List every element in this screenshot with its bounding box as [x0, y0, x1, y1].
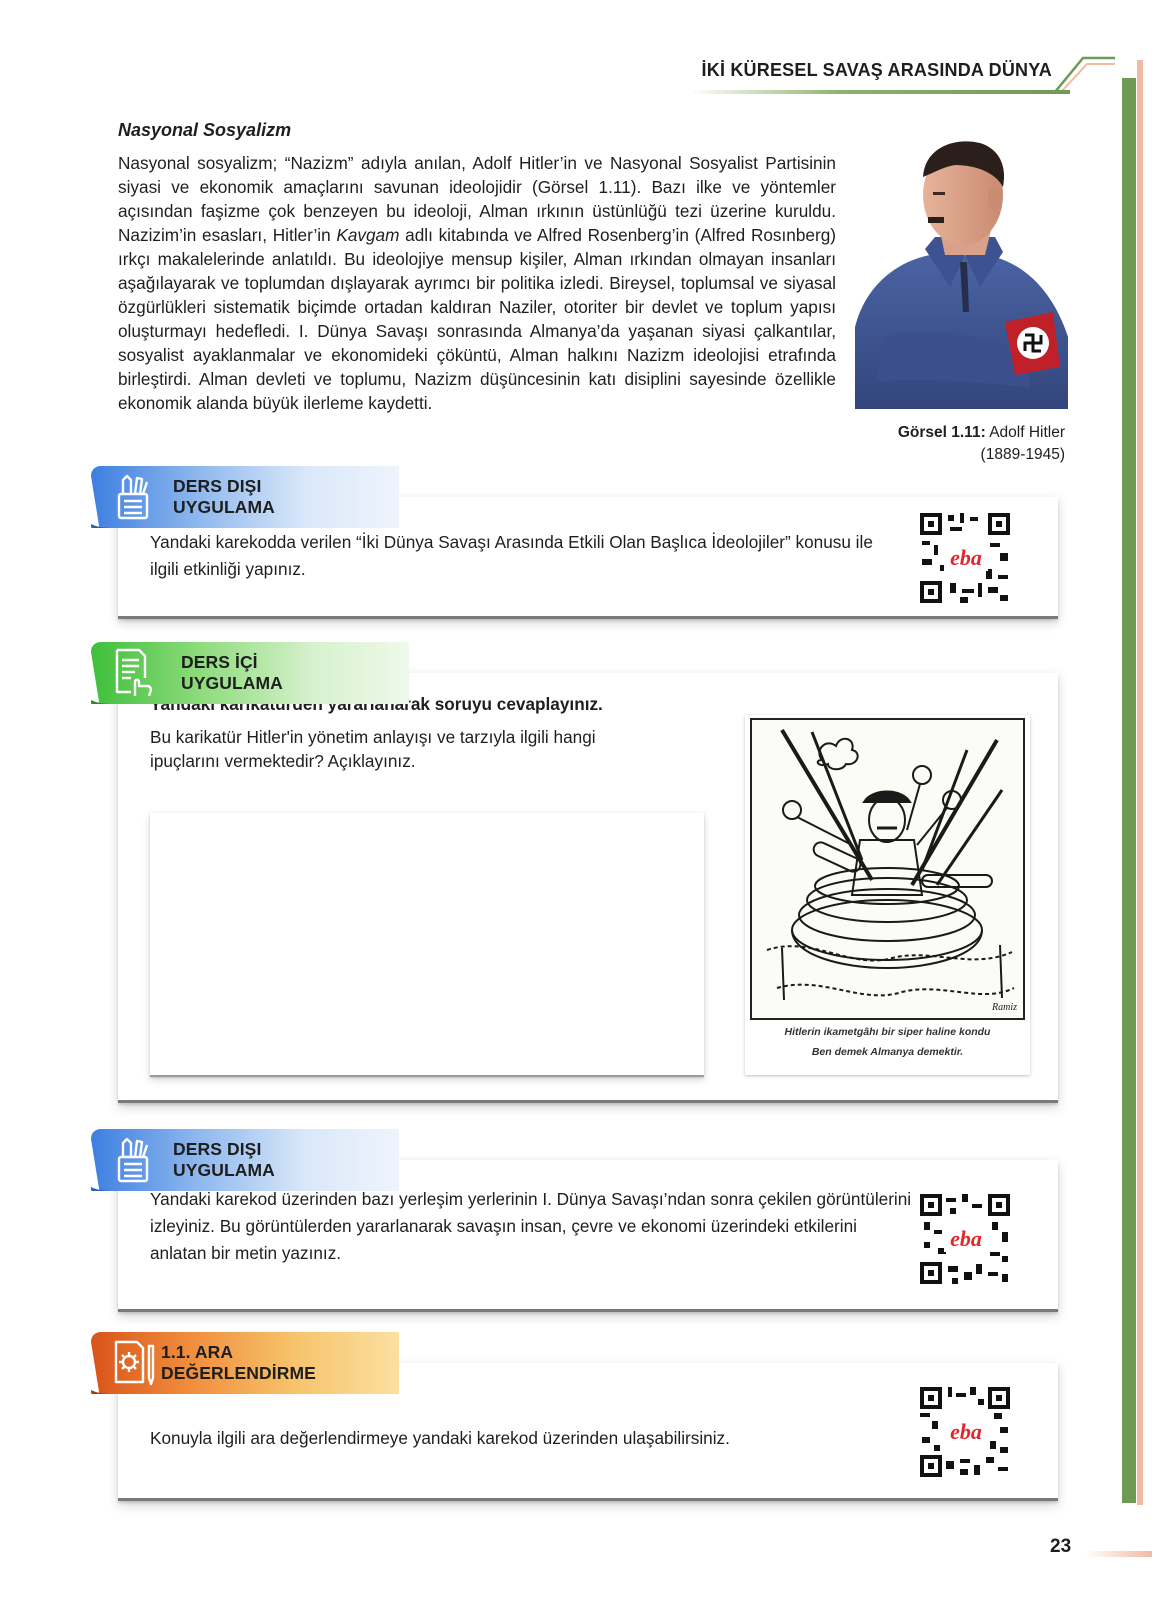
right-margin-stripe-accent	[1137, 60, 1143, 1505]
paragraph-part-1: Nasyonal sosyalizm; “Nazizm” adıyla anılan, Adolf Hitler’in ve Nasyonal Sosyalist Partisinin siyasi ve ekonomik amaçlarını savunan ideolojidir (Görsel 1.11). Bazı ilke ve yöntemler açısından faşizme çok benzeyen bu ideoloji, Alman ırkının üstünlüğü tezi üzerine kuruldu. Nazizim’in esasları, Hitler’in	[118, 153, 836, 245]
cartoon-figure	[745, 715, 1030, 1075]
eba-logo: eba	[950, 545, 982, 570]
pencil-cup-icon	[113, 474, 153, 520]
cartoon-caption-2: Ben demek Almanya demektir.	[811, 1046, 964, 1058]
eba-logo: eba	[950, 1419, 982, 1444]
eba-logo: eba	[950, 1226, 982, 1251]
activity-tab-label: 1.1. ARA DEĞERLENDİRME	[161, 1342, 316, 1383]
section-heading: Nasyonal Sosyalizm	[118, 120, 292, 140]
caption-text: Adolf Hitler	[989, 424, 1065, 441]
activity-3-text: Yandaki karekod üzerinden bazı yerleşim yerlerinin I. Dünya Savaşı’ndan sonra çekilen görüntülerini izleyiniz. Bu görüntülerden yararlanarak savaşın insan, çevre ve ekonomi üzerindeki etkilerini anlatan bir metin yazınız.	[150, 1189, 912, 1263]
pencil-cup-icon	[113, 1137, 153, 1183]
qr-code-icon[interactable]	[920, 1194, 1010, 1284]
page-header-title: İKİ KÜRESEL SAVAŞ ARASINDA DÜNYA	[701, 60, 1052, 80]
svg-text:Ramiz: Ramiz	[992, 1002, 1017, 1013]
qr-code-icon[interactable]	[920, 513, 1010, 603]
caption-label: Görsel 1.11:	[897, 424, 986, 441]
main-paragraph	[118, 151, 836, 415]
footer-accent-line	[1085, 1551, 1152, 1557]
portrait-photo	[855, 137, 1068, 409]
answer-area[interactable]	[150, 813, 704, 1077]
activity-tab-label: DERS DIŞI UYGULAMA	[173, 1139, 275, 1180]
activity-tab-label: DERS İÇİ UYGULAMA	[181, 652, 283, 693]
book-title-italic: Kavgam	[336, 225, 400, 245]
page-number: 23	[1050, 1536, 1072, 1557]
activity-2-prompt: Yandaki karikatürden yararlanarak soruyu cevaplayınız.	[150, 694, 603, 714]
paragraph-part-2: adlı kitabında ve Alfred Rosenberg’in (Alfred Rosınberg) ırkçı makalelerinde anlatıldı. Bu ideolojiye mensup kişiler, Alman ırkından olmayan insanları aşağılayarak ve toplumdan dışlayarak ayrımcı bir politika izledi. Bireysel, toplumsal ve siyasal özgürlükleri sistematik biçimde ortadan kaldıran Naziler, otoriter bir devlet ve toplum yapısı oluşturmayı hedefledi. I. Dünya Savaşı sonrasında Almanya’da yaşanan siyasi çalkantılar, sosyalist ayaklanmalar ve ekonomideki çöküntü, Alman halkını Nazizm ideolojisi etrafında birleştirdi. Alman devleti ve toplumu, Nazizm düşüncesinin katı disiplini sayesinde özellikle ekonomik alanda büyük ilerleme kaydetti.	[118, 225, 836, 413]
cartoon-caption-1: Hitlerin ikametgâhı bir siper haline kondu	[784, 1026, 991, 1038]
photo-caption	[855, 422, 1065, 466]
activity-1-text: Yandaki karekodda verilen “İki Dünya Savaşı Arasında Etkili Olan Başlıca İdeolojiler” konusu ile ilgili etkinliği yapınız.	[150, 532, 873, 579]
caption-years: (1889-1945)	[980, 446, 1065, 463]
header-corner-decoration	[1055, 52, 1115, 92]
evaluation-gear-icon	[113, 1340, 157, 1386]
activity-tab-label: DERS DIŞI UYGULAMA	[173, 476, 275, 517]
right-margin-stripe	[1122, 78, 1136, 1503]
qr-code-icon[interactable]	[920, 1387, 1010, 1477]
document-hand-icon	[113, 648, 155, 698]
activity-4-text: Konuyla ilgili ara değerlendirmeye yandaki karekod üzerinden ulaşabilirsiniz.	[150, 1428, 730, 1448]
activity-2-question: Bu karikatür Hitler'in yönetim anlayışı ve tarzıyla ilgili hangi ipuçlarını vermektedir? Açıklayınız.	[150, 727, 596, 771]
header-underline	[690, 90, 1070, 94]
cartoon-image	[750, 718, 1025, 1020]
